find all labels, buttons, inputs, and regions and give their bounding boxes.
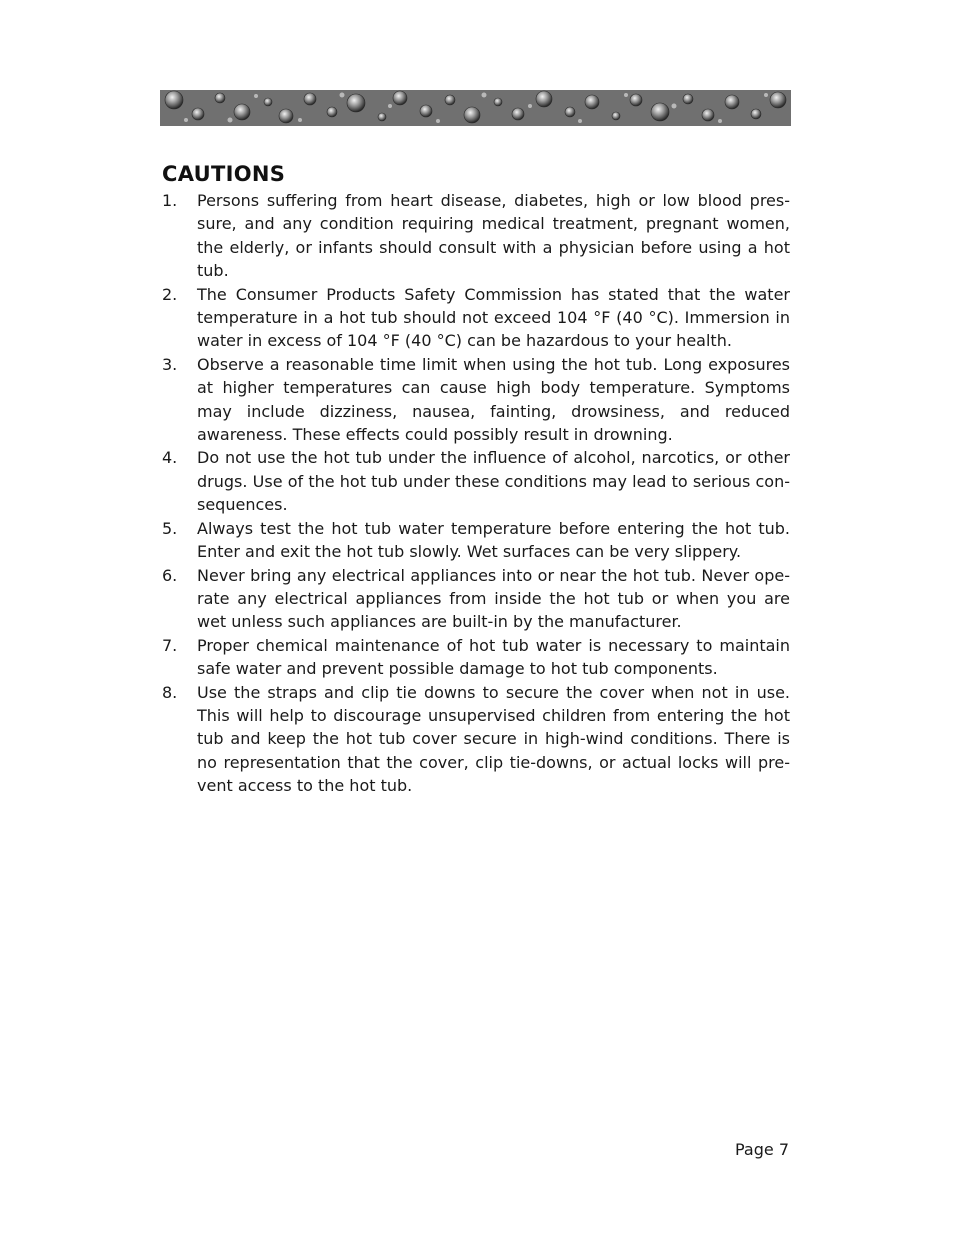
caution-item-4	[162, 446, 790, 516]
water-droplets-image	[160, 90, 791, 126]
caution-text: Observe a reasonable time limit when using the hot tub. Long exposures at higher temperatures can cause high body temperature. Symptoms may include dizziness, nausea, fainting, drowsiness, and reduced awareness. These effects could possibly result in drowning.	[197, 354, 790, 445]
caution-item-6	[162, 564, 790, 634]
caution-text: Do not use the hot tub under the influence of alcohol, narcotics, or other drugs. Use of the hot tub under these conditions may lead to serious consequences.	[197, 448, 790, 515]
caution-text: The Consumer Products Safety Commission has stated that the water temperature in a hot tub should not exceed 104 °F (40 °C). Immersion in water in excess of 104 °F (40 °C) can be hazardous to your health.	[197, 284, 790, 351]
caution-number: 2.	[162, 284, 178, 304]
caution-number: 4.	[162, 448, 178, 468]
caution-number: 5.	[162, 518, 178, 538]
caution-item-3	[162, 353, 790, 447]
cautions-list	[162, 189, 790, 798]
caution-item-5	[162, 517, 790, 564]
caution-number: 6.	[162, 565, 178, 585]
caution-item-1	[162, 189, 790, 283]
caution-item-2	[162, 283, 790, 353]
caution-number: 3.	[162, 354, 178, 374]
caution-text: Use the straps and clip tie downs to secure the cover when not in use. This will help to discourage unsupervised children from entering the hot tub and keep the hot tub cover secure in high-wind conditions. There is no representation that the cover, clip tie-downs, or actual locks will prevent access to the hot tub.	[197, 682, 790, 796]
caution-number: 7.	[162, 635, 178, 655]
caution-number: 8.	[162, 682, 178, 702]
caution-text: Persons suffering from heart disease, diabetes, high or low blood pressure, and any condition requiring medical treatment, pregnant women, the elderly, or infants should consult with a physician before using a hot tub.	[197, 191, 790, 281]
caution-text: Never bring any electrical appliances into or near the hot tub. Never operate any electrical appliances from inside the hot tub or when you are wet unless such appliances are built-in by the manufacturer.	[197, 565, 790, 632]
caution-text: Proper chemical maintenance of hot tub water is necessary to maintain safe water and prevent possible damage to hot tub components.	[197, 635, 790, 679]
caution-text: Always test the hot tub water temperature before entering the hot tub. Enter and exit the hot tub slowly. Wet surfaces can be very slippery.	[197, 518, 790, 562]
caution-item-8	[162, 681, 790, 798]
caution-number: 1.	[162, 191, 178, 210]
caution-item-7	[162, 634, 790, 681]
page-number: Page 7	[735, 1140, 789, 1159]
cautions-heading: CAUTIONS	[162, 162, 286, 186]
water-droplets-banner	[160, 90, 791, 126]
